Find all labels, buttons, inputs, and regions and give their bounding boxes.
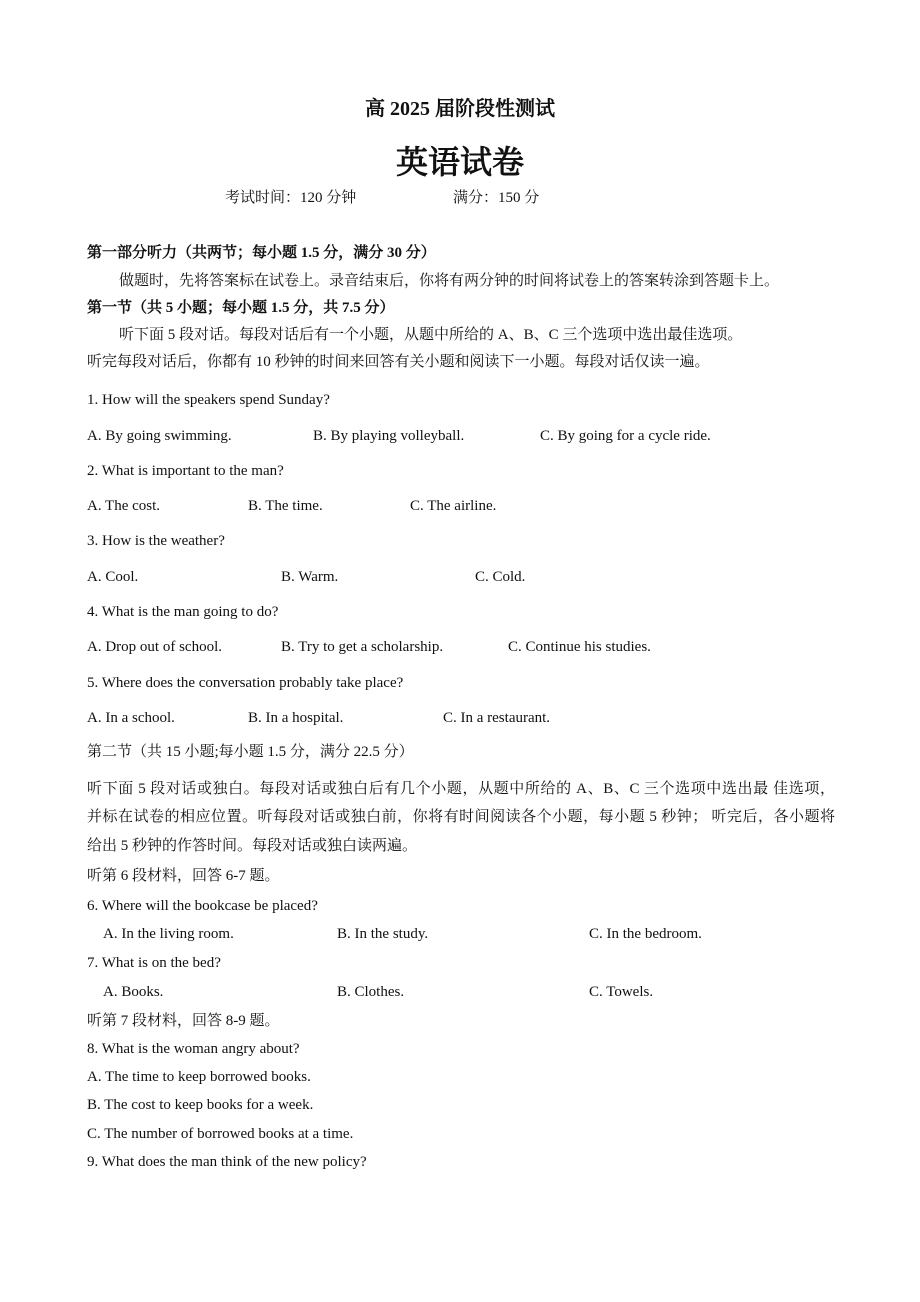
option-b: B. Clothes. xyxy=(337,984,405,1000)
option-c: C. Cold. xyxy=(475,569,526,585)
section2-instruction: 给出 5 秒钟的作答时间。每段对话或独白读两遍。 xyxy=(87,838,418,854)
option-b: B. By playing volleyball. xyxy=(313,428,465,444)
part1-instruction: 做题时，先将答案标在试卷上。录音结束后，你将有两分钟的时间将试卷上的答案转涂到答题卡上。 xyxy=(119,273,780,289)
option-a: A. Cool. xyxy=(87,569,139,585)
question-3: 3. How is the weather? xyxy=(87,533,225,549)
option-b: B. The time. xyxy=(248,498,323,514)
question-6: 6. Where will the bookcase be placed? xyxy=(87,898,318,914)
section1-instruction: 听完每段对话后，你都有 10 秒钟的时间来回答有关小题和阅读下一小题。每段对话仅读一遍。 xyxy=(87,354,710,370)
option-c: C. In the bedroom. xyxy=(589,926,702,942)
option-a: A. The time to keep borrowed books. xyxy=(87,1069,311,1085)
option-b: B. Warm. xyxy=(281,569,339,585)
option-a: A. In a school. xyxy=(87,710,175,726)
exam-time: 考试时间：120 分钟 xyxy=(225,190,357,206)
option-b: B. The cost to keep books for a week. xyxy=(87,1097,314,1113)
question-7: 7. What is on the bed? xyxy=(87,955,221,971)
section2-instruction: 并标在试卷的相应位置。听每段对话或独白前，你将有时间阅读各个小题，每小题 5 秒钟； 听完后，各小题将 xyxy=(87,809,835,825)
question-4: 4. What is the man going to do? xyxy=(87,604,279,620)
option-c: C. Towels. xyxy=(589,984,654,1000)
part1-heading: 第一部分听力（共两节；每小题 1.5 分，满分 30 分） xyxy=(87,245,436,261)
option-b: B. In the study. xyxy=(337,926,429,942)
section2-instruction: 听下面 5 段对话或独白。每段对话或独白后有几个小题，从题中所给的 A、B、C 三个选项中选出最 佳选项， xyxy=(87,781,835,797)
question-2: 2. What is important to the man? xyxy=(87,463,284,479)
exam-title: 高 2025 届阶段性测试 xyxy=(365,98,555,120)
material-7-note: 听第 7 段材料，回答 8-9 题。 xyxy=(87,1013,280,1029)
question-1: 1. How will the speakers spend Sunday? xyxy=(87,392,330,408)
question-8: 8. What is the woman angry about? xyxy=(87,1041,300,1057)
full-score: 满分：150 分 xyxy=(453,190,540,206)
option-a: A. In the living room. xyxy=(103,926,234,942)
subject-title: 英语试卷 xyxy=(395,144,524,180)
option-c: C. In a restaurant. xyxy=(443,710,551,726)
option-c: C. The number of borrowed books at a time. xyxy=(87,1126,354,1142)
material-6-note: 听第 6 段材料，回答 6-7 题。 xyxy=(87,868,280,884)
option-b: B. In a hospital. xyxy=(248,710,344,726)
question-9: 9. What does the man think of the new policy? xyxy=(87,1154,367,1170)
option-a: A. The cost. xyxy=(87,498,161,514)
option-c: C. The airline. xyxy=(410,498,497,514)
option-c: C. Continue his studies. xyxy=(508,639,651,655)
option-b: B. Try to get a scholarship. xyxy=(281,639,444,655)
option-c: C. By going for a cycle ride. xyxy=(540,428,711,444)
question-5: 5. Where does the conversation probably take place? xyxy=(87,675,404,691)
option-a: A. By going swimming. xyxy=(87,428,232,444)
section1-instruction: 听下面 5 段对话。每段对话后有一个小题，从题中所给的 A、B、C 三个选项中选出最佳选项。 xyxy=(119,327,743,343)
section2-heading: 第二节（共 15 小题;每小题 1.5 分，满分 22.5 分） xyxy=(87,744,414,760)
option-a: A. Drop out of school. xyxy=(87,639,222,655)
section1-heading: 第一节（共 5 小题；每小题 1.5 分，共 7.5 分） xyxy=(87,300,395,316)
option-a: A. Books. xyxy=(103,984,164,1000)
